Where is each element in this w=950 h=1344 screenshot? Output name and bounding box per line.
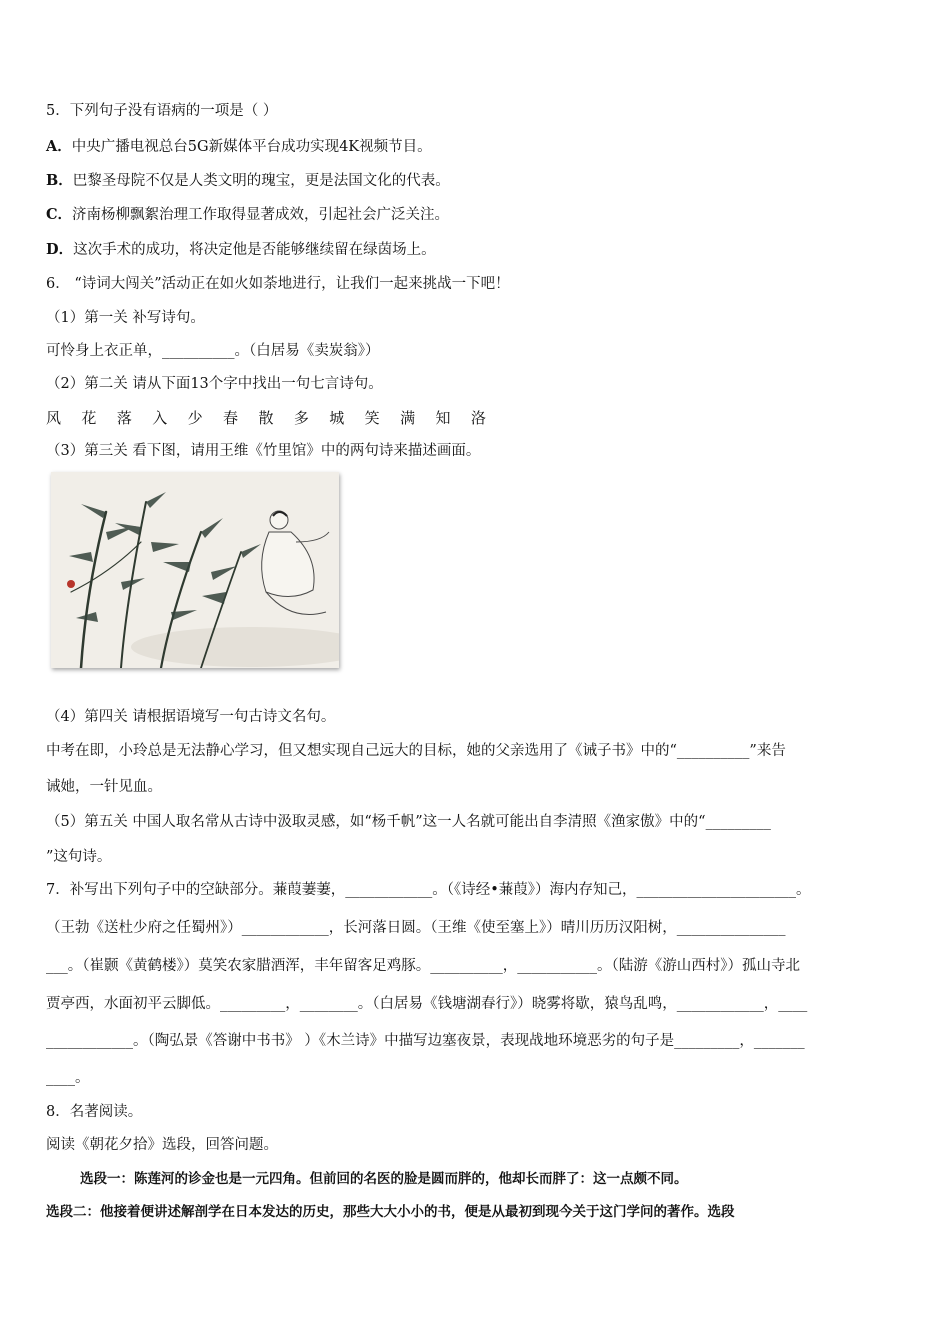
option-letter: C． — [46, 206, 73, 223]
q6-part4-line1: 中考在即，小玲总是无法静心学习，但又想实现自己远大的目标，她的父亲选用了《诫子书》中的“__________”来告 — [46, 743, 786, 759]
character-row — [46, 407, 486, 428]
q7-line: 贾亭西，水面初平云脚低。_________，________。（白居易《钱塘湖春行》）晓雾将歇，猿鸟乱鸣，____________，____ — [46, 996, 808, 1012]
q7-line: ____________。（陶弘景《答谢中书书》 ）《木兰诗》中描写边塞夜景，表现战地环境恶劣的句子是_________，_______ — [46, 1033, 805, 1049]
q7-line: ___。（崔颢《黄鹤楼》）莫笑农家腊酒浑，丰年留客足鸡豚。__________，___________。（陆游《游山西村》）孤山寺北 — [46, 958, 800, 974]
char: 落 — [116, 409, 132, 427]
q6-part1-title: （1）第一关 补写诗句。 — [46, 310, 205, 326]
char: 笑 — [364, 409, 380, 427]
q8-stem: 8．名著阅读。 — [46, 1104, 143, 1120]
char: 入 — [152, 409, 168, 427]
char: 花 — [81, 409, 97, 427]
q5-option-a — [46, 137, 432, 157]
option-text: 济南杨柳飘絮治理工作取得显著成效，引起社会广泛关注。 — [72, 207, 450, 223]
q6-part2-title: （2）第二关 请从下面13个字中找出一句七言诗句。 — [46, 376, 383, 392]
option-text: 巴黎圣母院不仅是人类文明的瑰宝，更是法国文化的代表。 — [72, 173, 450, 189]
q6-part5-line2: ”这句诗。 — [46, 849, 112, 865]
char: 城 — [329, 409, 345, 427]
q6-part5-line1: （5）第五关 中国人取名常从古诗中汲取灵感，如“杨千帆”这一人名就可能出自李清照《渔家傲》中的“_________ — [46, 814, 771, 830]
q6-part4-title: （4）第四关 请根据语境写一句古诗文名句。 — [46, 709, 336, 725]
option-text: 中央广播电视总台5G新媒体平台成功实现4K视频节目。 — [71, 139, 432, 155]
char: 少 — [187, 409, 203, 427]
option-letter: D． — [46, 241, 74, 258]
q5-option-b — [46, 171, 450, 191]
q7-line: （王勃《送杜少府之任蜀州》）____________，长河落日圆。（王维《使至塞上》）晴川历历汉阳树，_______________ — [46, 920, 786, 936]
char: 知 — [435, 409, 451, 427]
char: 多 — [293, 409, 309, 427]
char: 洛 — [470, 409, 486, 427]
char: 春 — [223, 409, 239, 427]
char: 散 — [258, 409, 274, 427]
q8-intro: 阅读《朝花夕拾》选段，回答问题。 — [46, 1137, 278, 1153]
option-letter: A． — [46, 138, 72, 155]
q8-selection-1: 选段一：陈莲河的诊金也是一元四角。但前回的名医的脸是圆而胖的，他却长而胖了：这一点颇不同。 — [80, 1171, 688, 1187]
q8-selection-2: 选段二：他接着便讲述解剖学在日本发达的历史，那些大大小小的书，便是从最初到现今关于这门学问的著作。选段 — [46, 1204, 735, 1220]
q5-option-d — [46, 240, 436, 260]
option-letter: B． — [46, 172, 73, 189]
q7-line: ____。 — [46, 1070, 90, 1086]
q5-option-c — [46, 205, 449, 225]
q6-part4-line2: 诫她，一针见血。 — [46, 779, 162, 795]
char: 满 — [400, 409, 416, 427]
char: 风 — [46, 409, 62, 427]
q6-part3-title: （3）第三关 看下图，请用王维《竹里馆》中的两句诗来描述画面。 — [46, 443, 481, 459]
q6-stem: 6． “诗词大闯关”活动正在如火如荼地进行，让我们一起来挑战一下吧！ — [46, 276, 510, 292]
bamboo-painting — [51, 472, 339, 668]
q7-line: 7．补写出下列句子中的空缺部分。蒹葭萋萋，____________。（《诗经•蒹葭》）海内存知己，______________________。 — [46, 882, 811, 898]
option-text: 这次手术的成功，将决定他是否能够继续留在绿茵场上。 — [73, 242, 436, 258]
q6-part1-line: 可怜身上衣正单，__________。（白居易《卖炭翁》） — [46, 343, 380, 359]
q5-stem: 5．下列句子没有语病的一项是（ ） — [46, 103, 278, 119]
